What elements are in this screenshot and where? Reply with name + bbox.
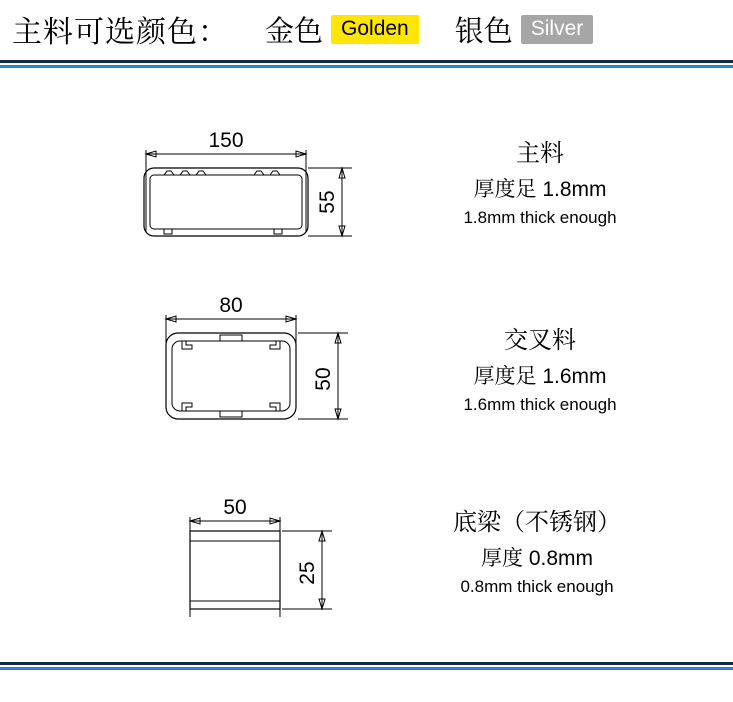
divider-bottom-blue-line	[0, 667, 733, 670]
profile-drawings	[0, 70, 733, 658]
bottom-beam-title: 底梁（不锈钢）	[453, 509, 621, 536]
main-beam-spec	[390, 138, 690, 230]
bottom-beam-spec	[382, 507, 692, 599]
main-beam-height-label: 55	[316, 190, 339, 214]
page-title: 主料可选颜色：	[12, 16, 229, 49]
cross-beam-width-label: 80	[219, 295, 243, 317]
color-option-silver[interactable]	[455, 9, 594, 50]
divider-bottom	[0, 662, 733, 670]
divider-top	[0, 60, 733, 68]
bottom-beam-width-label: 50	[223, 496, 247, 519]
cross-beam-height-label: 50	[312, 367, 335, 391]
color-option-golden[interactable]	[265, 9, 419, 50]
bottom-beam-height-label: 25	[296, 561, 319, 585]
bottom-beam-thickness-en: 0.8mm thick enough	[460, 576, 614, 596]
main-beam-thickness-cn: 厚度足 1.8mm	[473, 178, 607, 202]
color-options-header	[0, 0, 733, 58]
color-option-silver-label-cn: 银色	[454, 15, 513, 48]
main-beam-title: 主料	[516, 140, 564, 167]
cross-beam-thickness-en: 1.6mm thick enough	[463, 394, 617, 414]
cross-beam-spec	[390, 325, 690, 417]
cross-beam-thickness-cn: 厚度足 1.6mm	[473, 365, 607, 389]
divider-top-blue-line	[0, 65, 733, 68]
cross-beam-title: 交叉料	[504, 327, 576, 354]
bottom-beam-thickness-cn: 厚度 0.8mm	[480, 547, 593, 571]
color-swatch-silver[interactable]: Silver	[521, 15, 594, 44]
color-swatch-golden[interactable]: Golden	[331, 15, 419, 44]
color-option-golden-label-cn: 金色	[265, 15, 324, 48]
main-beam-width-label: 150	[208, 129, 244, 152]
main-beam-thickness-en: 1.8mm thick enough	[463, 207, 617, 227]
